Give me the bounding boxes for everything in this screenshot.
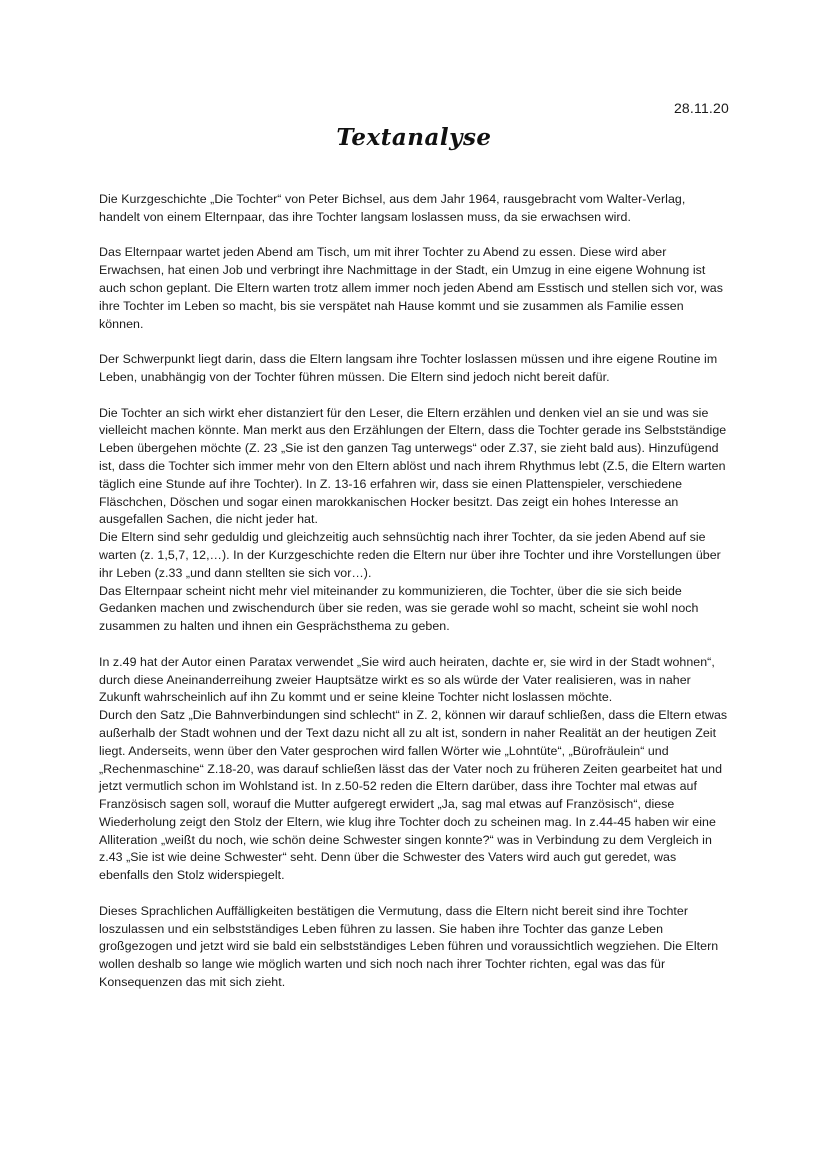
paragraph-language: Durch den Satz „Die Bahnverbindungen sind schlecht“ in Z. 2, können wir darauf schließen, dass die Eltern etwas außerhalb der Stadt wohnen und der Text dazu nicht all zu alt ist, sondern in naher Realität an der heutigen Zeit liegt. Anderseits, wenn über den Vater gesprochen wird fallen Wörter wie „Lohntüte“, „Bürofräulein“ und „Rechenmaschine“ Z.18-20, was darauf schließen lässt das der Vater noch zu früheren Zeiten gearbeitet hat und jetzt vermutlich schon im Wohlstand ist. In z.50-52 reden die Eltern darüber, dass ihre Tochter mal etwas auf Französisch sagen soll, worauf die Mutter aufgeregt erwidert „Ja, sag mal etwas auf Französisch“, diese Wiederholung zeigt den Stolz der Eltern, wie klug ihre Tochter doch zu scheinen mag. In z.44-45 haben wir eine Alliteration „weißt du noch, wie schön deine Schwester singen konnte?“ was in Verbindung zu dem Vergleich in z.43 „Sie ist wie deine Schwester“ seht. Denn über die Schwester des Vaters wird auch gut geredet, was ebenfalls den Stolz widerspiegelt.	[99, 708, 728, 883]
document-date: 28.11.20	[673, 100, 729, 116]
paragraph-summary: Das Elternpaar wartet jeden Abend am Tisch, um mit ihrer Tochter zu Abend zu essen. Diese wird aber Erwachsen, hat einen Job und verbringt ihre Nachmittage in der Stadt, ein Umzug in eine eigene Wohnung ist auch schon geplant. Die Eltern warten trotz allem immer noch jeden Abend am Esstisch und stellen sich vor, was ihre Tochter im Leben so macht, bis sie verspätet nah Hause kommt und sie zusammen als Familie essen können.	[99, 245, 723, 331]
paragraph-parataxis: In z.49 hat der Autor einen Paratax verwendet „Sie wird auch heiraten, dachte er, sie wird in der Stadt wohnen“, durch diese Aneinanderreihung zweier Hauptsätze wirkt es so als würde der Vater realisieren, was in naher Zukunft wahrscheinlich auf ihn Zu kommt und er seine kleine Tochter nicht loslassen möchte.	[99, 654, 715, 705]
paragraph-intro: Die Kurzgeschichte „Die Tochter“ von Peter Bichsel, aus dem Jahr 1964, rausgebracht vom Walter-Verlag, handelt von einem Elternpaar, das ihre Tochter langsam loslassen muss, da sie erwachsen wird.	[99, 192, 686, 224]
paragraph-focus: Der Schwerpunkt liegt darin, dass die Eltern langsam ihre Tochter loslassen müssen und ihre eigene Routine im Leben, unabhängig von der Tochter führen müssen. Die Eltern sind jedoch nicht bereit dafür.	[99, 352, 718, 384]
document-body	[99, 191, 729, 992]
paragraph-daughter: Die Tochter an sich wirkt eher distanziert für den Leser, die Eltern erzählen und denken viel an sie und was sie vielleicht machen könnte. Man merkt aus den Erzählungen der Eltern, dass die Tochter gerade ins Selbstständige Leben übergehen möchte (Z. 23 „Sie ist den ganzen Tag unterwegs“ oder Z.37, sie zieht bald aus). Hinzufügend ist, dass die Tochter sich immer mehr von den Eltern ablöst und nach ihrem Rhythmus lebt (Z.5, die Eltern warten täglich eine Stunde auf ihre Tochter). In Z. 13-16 erfahren wir, dass sie einen Plattenspieler, verschiedene Fläschchen, Döschen und sogar einen marokkanischen Hocker besitzt. Das zeigt ein hohes Interesse an ausgefallen Sachen, die nicht jeder hat.	[99, 405, 727, 527]
paragraph-parents-patience: Die Eltern sind sehr geduldig und gleichzeitig auch sehnsüchtig nach ihrer Tochter, da sie jeden Abend auf sie warten (z. 1,5,7, 12,…). In der Kurzgeschichte reden die Eltern nur über ihre Tochter und ihre Vorstellungen über ihr Leben (z.33 „und dann stellten sie sich vor…).	[99, 530, 721, 580]
paragraph-conclusion: Dieses Sprachlichen Auffälligkeiten bestätigen die Vermutung, dass die Eltern nicht bereit sind ihre Tochter loszulassen und ein selbstständiges Leben führen zu lassen. Sie haben ihre Tochter das ganze Leben großgezogen und jetzt wird sie bald ein selbstständiges Leben führen und voraussichtlich wegziehen. Die Eltern wollen deshalb so lange wie möglich warten und sich noch nach ihrer Tochter richten, egal was das für Konsequenzen das mit sich zieht.	[99, 903, 719, 990]
paragraph-couple: Das Elternpaar scheint nicht mehr viel miteinander zu kommunizieren, die Tochter, über die sie sich beide Gedanken machen und zwischendurch über sie reden, was sie gerade wohl so macht, scheint sie wohl noch zusammen zu halten und ihnen ein Gesprächsthema zu geben.	[99, 583, 699, 634]
document-title: Textanalyse	[336, 124, 492, 151]
